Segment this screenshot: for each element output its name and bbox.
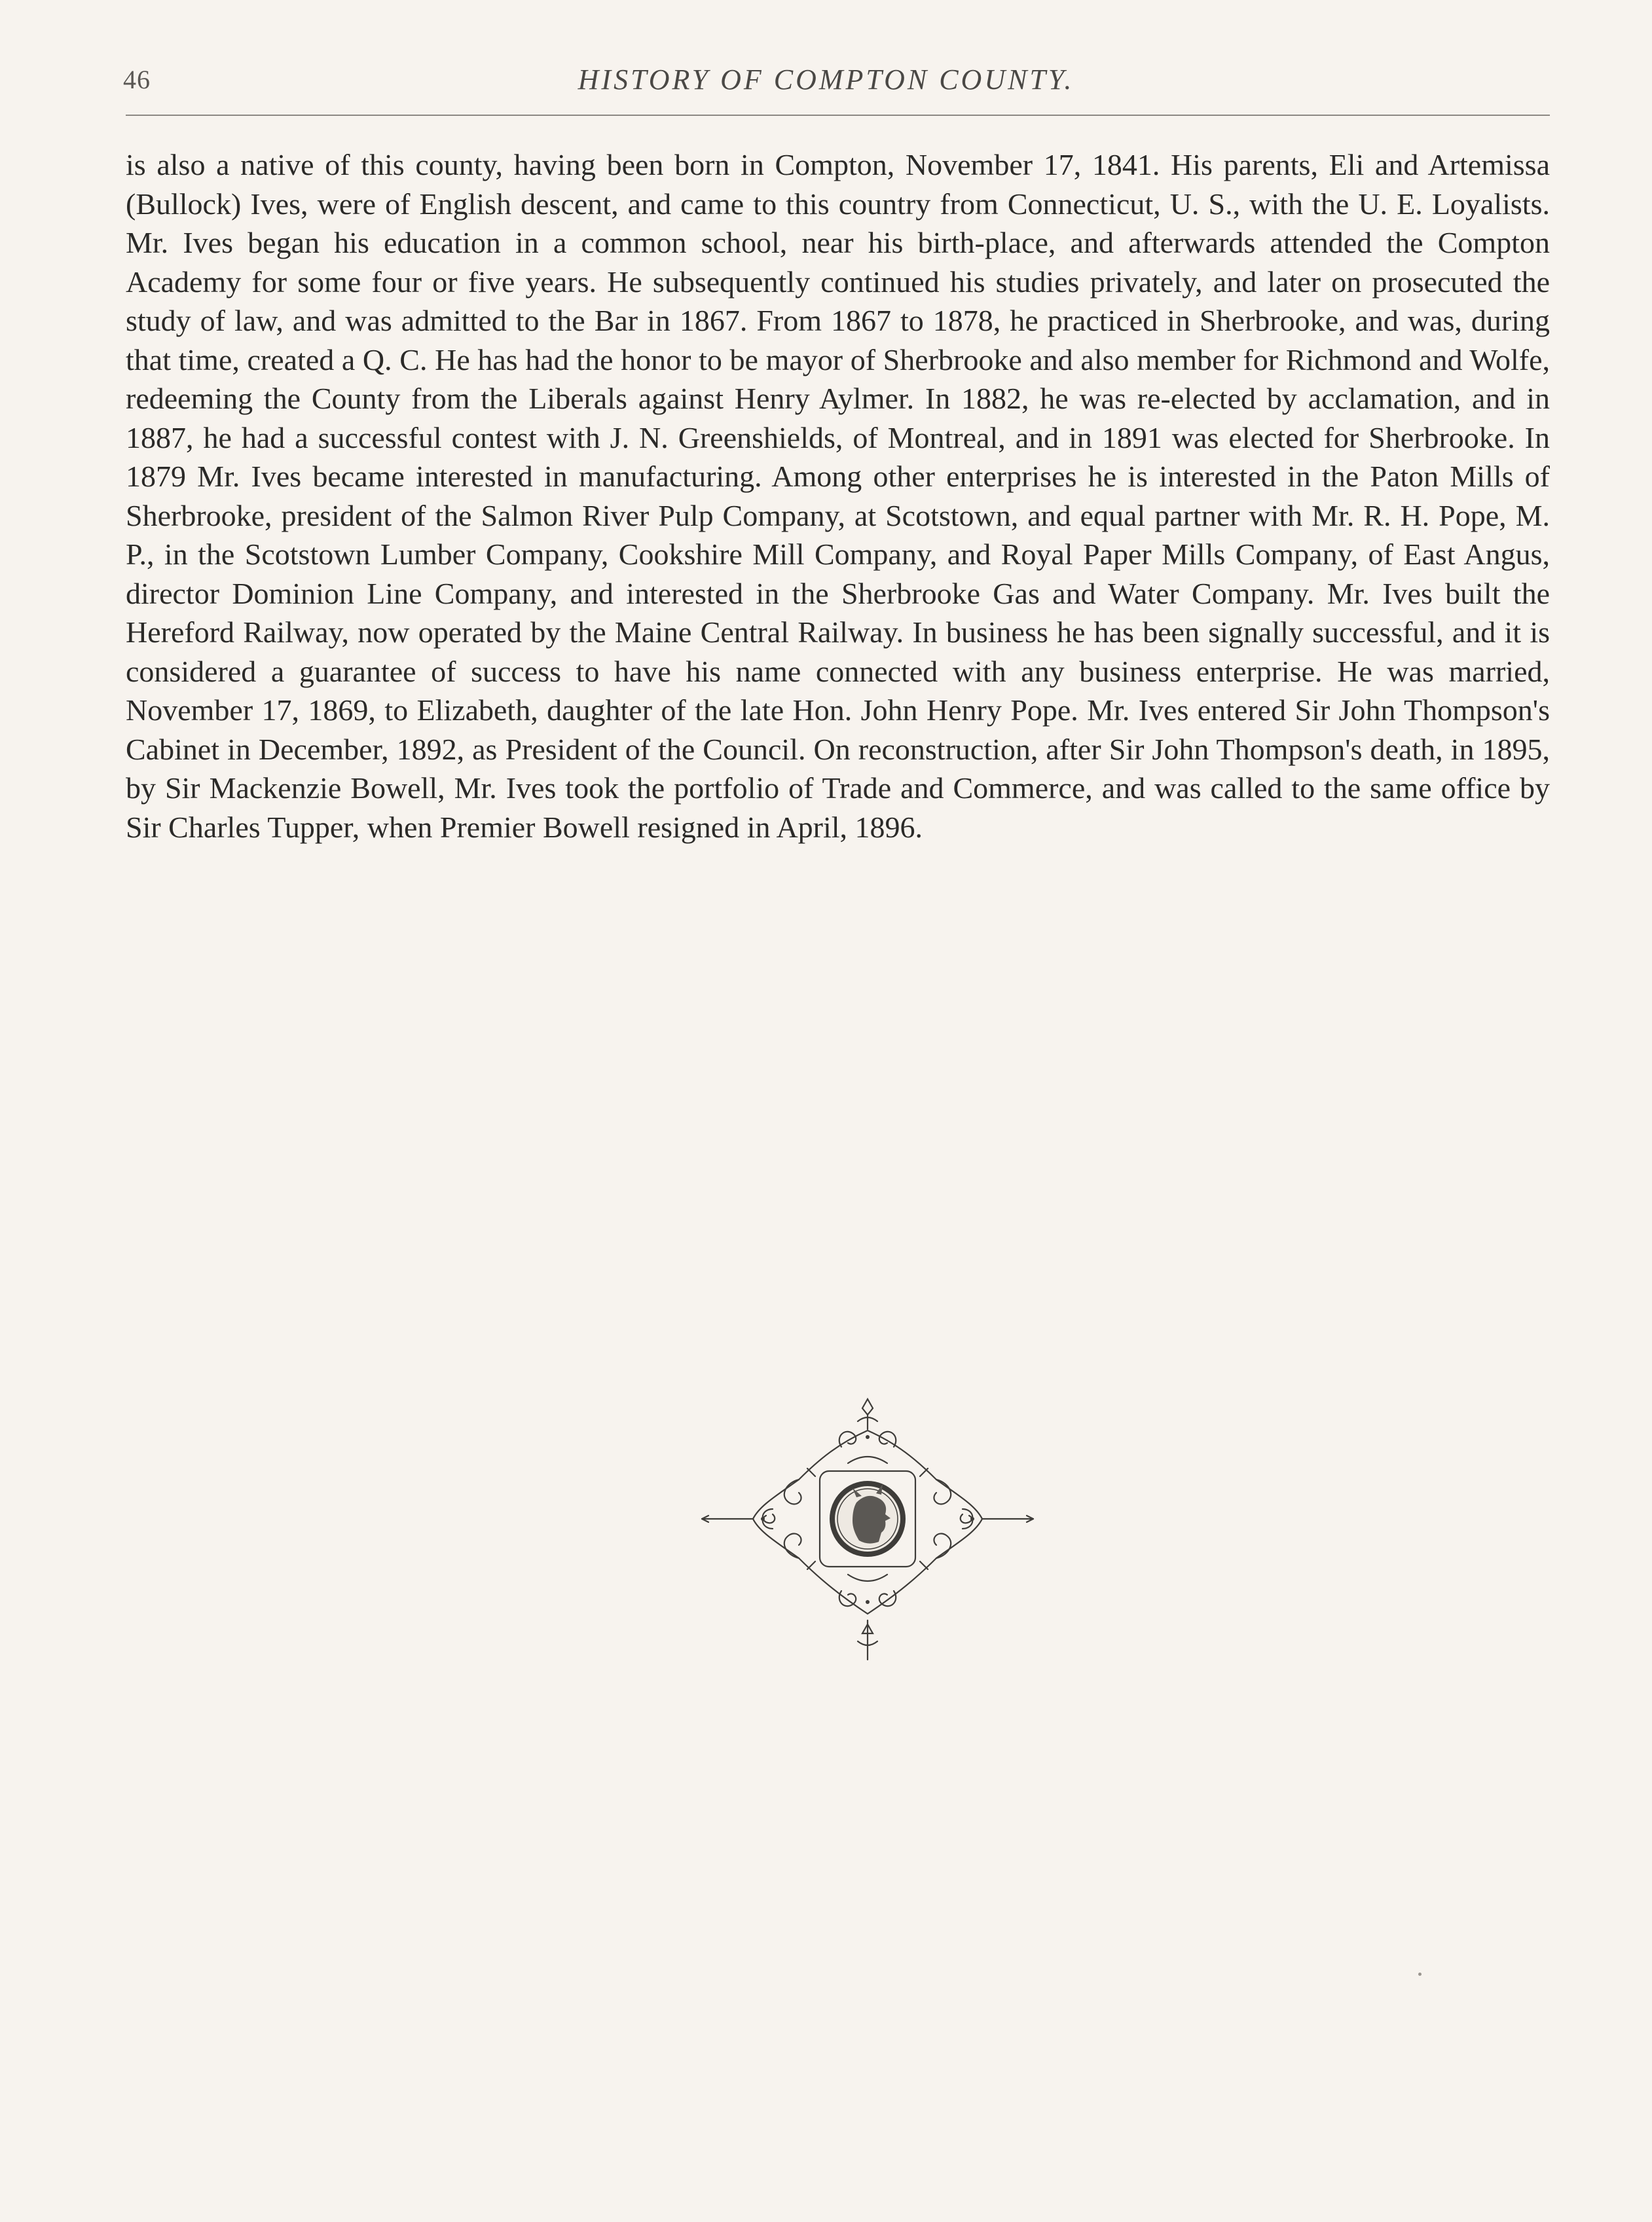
running-head: HISTORY OF COMPTON COUNTY. (578, 64, 1074, 96)
mercury-head-vignette-icon (701, 1398, 1035, 1666)
body-paragraph: is also a native of this county, having been born in Compton, November 17, 1841. His parents, Eli and Artemissa (Bullock) Ives, were of English descent, and came to this country from Connecticut, U. S., with the U. E. Loyalists. Mr. Ives began his education in a common school, near his birth-place, and afterwards attended the Compton Academy for some four or five years. He subsequently continued his studies privately, and later on prosecuted the study of law, and was admitted to the Bar in 1867. From 1867 to 1878, he practiced in Sherbrooke, and was, during that time, created a Q. C. He has had the honor to be mayor of Sherbrooke and also member for Richmond and Wolfe, redeeming the County from the Liberals against Henry Aylmer. In 1882, he was re-elected by acclamation, and in 1887, he had a successful contest with J. N. Greenshields, of Montreal, and in 1891 was elected for Sherbrooke. In 1879 Mr. Ives became interested in manufacturing. Among other enterprises he is interested in the Paton Mills of Sherbrooke, president of the Salmon River Pulp Company, at Scotstown, and equal partner with Mr. R. H. Pope, M. P., in the Scotstown Lumber Company, Cookshire Mill Company, and Royal Paper Mills Company, of East Angus, director Dominion Line Company, and interested in the Sherbrooke Gas and Water Company. Mr. Ives built the Hereford Railway, now operated by the Maine Central Railway. In business he has been signally successful, and it is considered a guarantee of success to have his name connected with any business enterprise. He was married, November 17, 1869, to Elizabeth, daughter of the late Hon. John Henry Pope. Mr. Ives entered Sir John Thompson's Cabinet in December, 1892, as President of the Council. On reconstruction, after Sir John Thompson's death, in 1895, by Sir Mackenzie Bowell, Mr. Ives took the portfolio of Trade and Commerce, and was called to the same office by Sir Charles Tupper, when Premier Bowell resigned in April, 1896. (126, 148, 1550, 844)
page-number: 46 (123, 65, 151, 94)
header-rule (126, 115, 1550, 116)
paper-speck (1418, 1973, 1422, 1976)
